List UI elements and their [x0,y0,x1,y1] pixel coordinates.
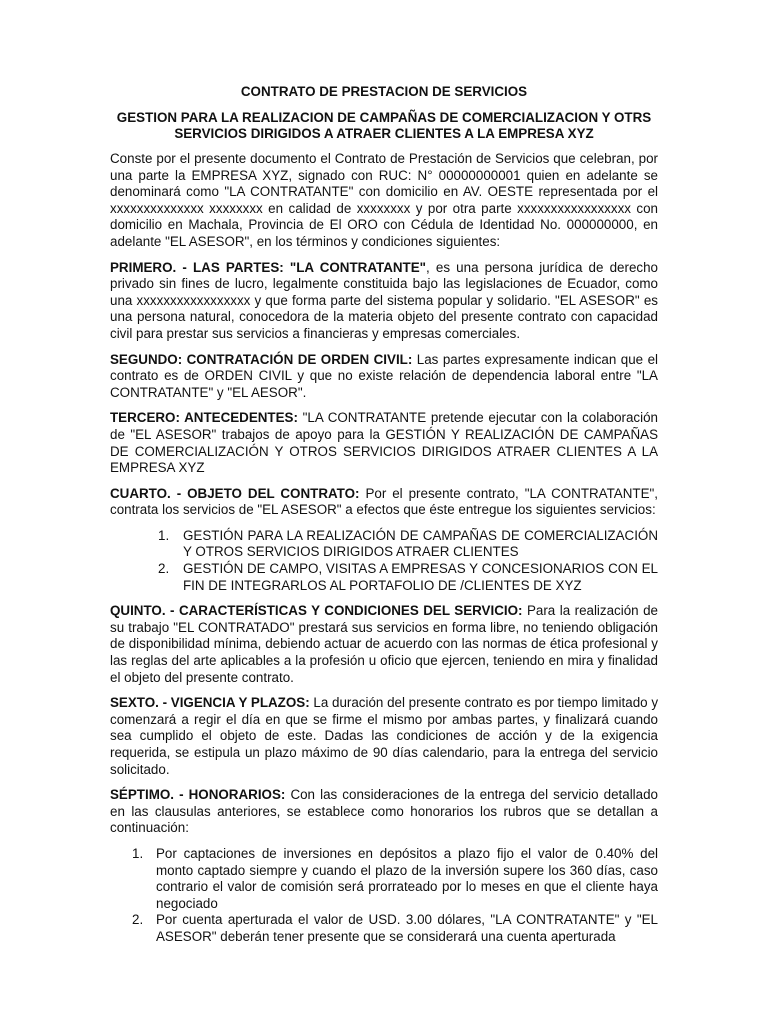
intro-paragraph: Conste por el presente documento el Contrato de Prestación de Servicios que celebran, por una parte la EMPRESA XYZ, signado con RUC: N° 00000000001 quien en adelante se denominará como "LA CONTRATANTE" con domicilio en AV. OESTE representada por el xxxxxxxxxxxxxx xxxxxxxx en calidad de xxxxxxxx y por otra parte xxxxxxxxxxxxxxxxx con domicilio en Machala, Provincia de El ORO con Cédula de Identidad No. 000000000, en adelante "EL ASESOR", en los términos y condiciones siguientes: [110,151,658,249]
list-number: 2. [158,561,170,577]
clause-heading: QUINTO. - CARACTERÍSTICAS Y CONDICIONES DEL SERVICIO: [110,603,523,619]
list-number: 2. [132,912,144,928]
list-item-text: GESTIÓN DE CAMPO, VISITAS A EMPRESAS Y CONCESIONARIOS CON EL FIN DE INTEGRARLOS AL PORTAFOLIO DE /CLIENTES DE XYZ [183,561,658,593]
clause-tercero [110,410,658,476]
clause-text: Las partes expresamente indican que el contrato es de ORDEN CIVIL y que no existe relación de dependencia laboral entre "LA CONTRATANTE" y "EL AESOR". [110,351,658,400]
document-subtitle [110,110,658,142]
fees-list [110,846,658,946]
services-list [110,528,658,594]
list-item [158,528,658,561]
list-item [132,846,658,912]
clause-septimo [110,787,658,837]
clause-heading: SEXTO. - VIGENCIA Y PLAZOS: [110,695,310,711]
clause-segundo [110,352,658,402]
list-item [132,912,658,945]
document-title: CONTRATO DE PRESTACION DE SERVICIOS [240,84,528,99]
clause-text: La duración del presente contrato es por tiempo limitado y comenzará a regir el día en que se firme el mismo por ambas partes, y finalizará cuando sea cumplido el objeto de este. Dadas las condiciones de acción y de la exigencia requerida, se estipula un plazo máximo de 90 días calendario, para la entrega del servicio solicitado. [110,695,659,777]
clause-heading: CUARTO. - OBJETO DEL CONTRATO: [110,485,360,501]
list-item-text: Por cuenta aperturada el valor de USD. 3.00 dólares, "LA CONTRATANTE" y "EL ASESOR" deberán tener presente que se considerará una cuenta aperturada [156,912,658,944]
clause-cuarto [110,486,658,519]
list-item-text: Por captaciones de inversiones en depósitos a plazo fijo el valor de 0.40% del monto captado siempre y cuando el plazo de la inversión supere los 360 días, caso contrario el valor de comisión será prorrateado por lo meses en que el cliente haya negociado [156,845,658,911]
clause-heading: SÉPTIMO. - HONORARIOS: [110,787,286,803]
list-number: 1. [132,845,144,861]
clause-primero [110,260,658,343]
subtitle-line-2: SERVICIOS DIRIGIDOS A ATRAER CLIENTES A LA EMPRESA XYZ [174,126,594,141]
clause-quinto [110,603,658,686]
clause-text: Con las consideraciones de la entrega del servicio detallado en las clausulas anteriores, se establece como honorarios los rubros que se detallan a continuación: [110,787,658,836]
clause-heading: PRIMERO. - LAS PARTES: "LA CONTRATANTE" [110,259,426,275]
clause-sexto [110,695,658,778]
clause-text: "LA CONTRATANTE pretende ejecutar con la colaboración de "EL ASESOR" trabajos de apoyo para la GESTIÓN Y REALIZACIÓN DE CAMPAÑAS DE COMERCIALIZACIÓN Y OTROS SERVICIOS DIRIGIDOS ATRAER CLIENTES A LA EMPRESA XYZ [110,410,658,476]
list-item-text: GESTIÓN PARA LA REALIZACIÓN DE CAMPAÑAS DE COMERCIALIZACIÓN Y OTROS SERVICIOS DIRIGIDOS ATRAER CLIENTES [183,527,658,560]
list-number: 1. [158,527,170,543]
list-item [158,561,658,594]
clause-heading: TERCERO: ANTECEDENTES: [110,410,298,426]
clause-text: Para la realización de su trabajo "EL CONTRATADO" prestará sus servicios en forma libre, no teniendo obligación de disponibilidad mínima, debiendo actuar de acuerdo con las normas de ética profesional y las reglas del arte aplicables a la profesión u oficio que ejercen, teniendo en mira y finalidad el objeto del presente contrato. [110,603,658,685]
subtitle-line-1: GESTION PARA LA REALIZACION DE CAMPAÑAS DE COMERCIALIZACION Y OTRS [116,110,652,125]
clause-text: , es una persona jurídica de derecho privado sin fines de lucro, legalmente constituida bajo las legislaciones de Ecuador, como una xxxxxxxxxxxxxxxxx y que forma parte del sistema popular y solidario. "EL ASESOR" es una persona natural, conocedora de la materia objeto del presente contrato con capacidad civil para prestar sus servicios a financieras y empresas comerciales. [110,259,658,341]
clause-heading: SEGUNDO: CONTRATACIÓN DE ORDEN CIVIL: [110,351,413,367]
clause-text: Por el presente contrato, "LA CONTRATANTE", contrata los servicios de "EL ASESOR" a efectos que éste entregue los siguientes servicios: [110,485,658,518]
